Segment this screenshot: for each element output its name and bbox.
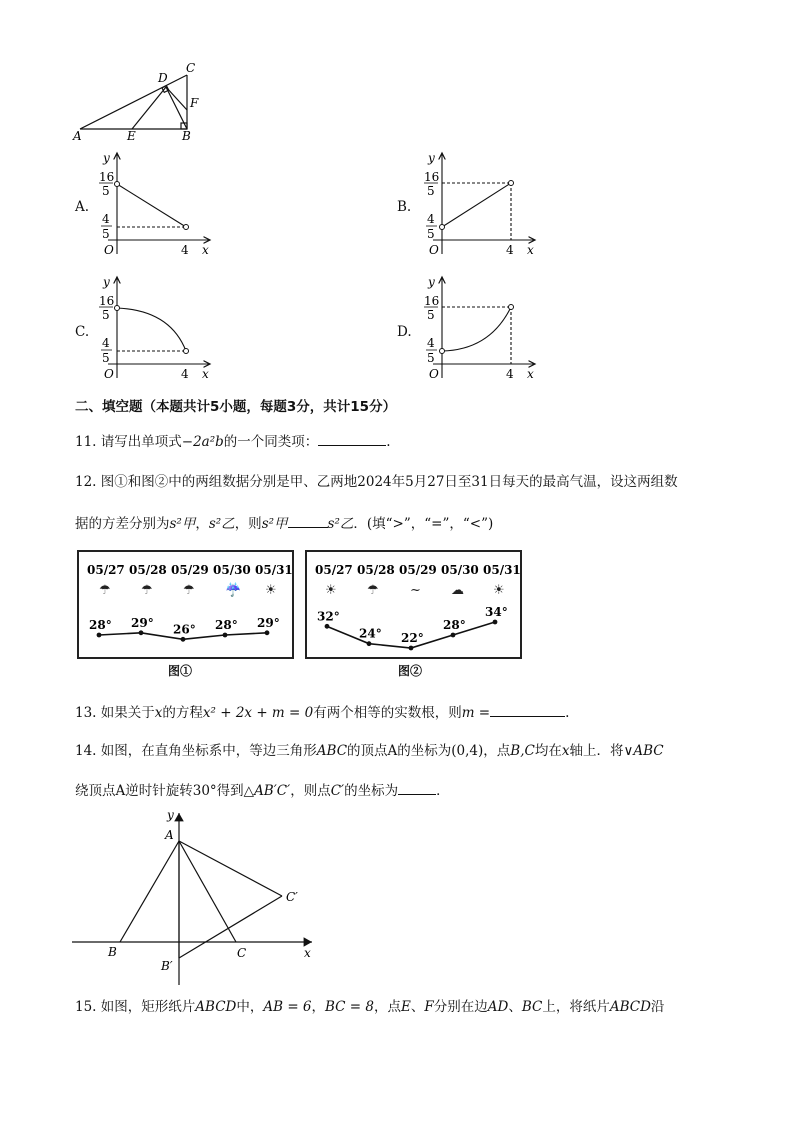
q14-end: ． <box>436 783 450 799</box>
origin-label: O <box>104 243 114 257</box>
temperature-point <box>493 620 498 625</box>
q12-line2-c: ．(填“>”，“=”，“<”) <box>353 516 494 532</box>
temperature-point <box>139 630 144 635</box>
temperature-point <box>223 633 228 638</box>
q14-abc: ABC <box>316 743 348 759</box>
q14-l1b: 的顶点A的坐标为 <box>347 743 452 759</box>
option-a-label: A. <box>75 199 90 215</box>
q15-abcd: ABCD <box>195 999 237 1015</box>
point-A-label: A <box>165 828 174 842</box>
chart-2-caption: 图② <box>398 664 423 678</box>
date-label: 05/31 <box>483 563 520 577</box>
x-tick-4: 4 <box>181 243 189 257</box>
date-label: 05/29 <box>399 563 437 577</box>
x-axis-label: x <box>527 367 534 381</box>
y-tick-top-num: 16 <box>99 294 115 308</box>
q11-answer-blank[interactable] <box>318 431 386 446</box>
y-tick-low-den: 5 <box>102 351 110 365</box>
section-heading: 二、填空题（本题共计5小题，每题3分，共计15分） <box>75 399 397 415</box>
q12-line2-b: ，则 <box>234 516 262 532</box>
weather-chart-1-svg <box>79 552 292 657</box>
temperature-point <box>367 641 372 646</box>
q14-bc: B,C <box>510 743 535 759</box>
temperature-label: 29° <box>257 615 280 630</box>
question-14-line2 <box>75 780 450 800</box>
temperature-label: 29° <box>131 615 154 630</box>
date-label: 05/28 <box>129 563 167 577</box>
x-tick-4: 4 <box>181 367 189 381</box>
q13-number: 13. <box>75 705 97 721</box>
sun-cloud-icon: ☀ <box>265 583 277 598</box>
y-axis-label: y <box>103 275 110 289</box>
q14-x: x <box>561 743 570 759</box>
q15-sep: ， <box>311 999 326 1015</box>
graph-option-a <box>90 148 220 260</box>
point-Bprime-label: B′ <box>161 959 173 973</box>
date-label: 05/27 <box>87 563 125 577</box>
x-tick-4: 4 <box>506 243 514 257</box>
label-E: E <box>127 129 136 143</box>
q15-abcd2: ABCD <box>609 999 651 1015</box>
q13-answer-blank[interactable] <box>490 702 565 717</box>
q14-answer-blank[interactable] <box>398 780 436 795</box>
x-axis-label: x <box>202 243 209 257</box>
date-label: 05/30 <box>441 563 479 577</box>
q15-g: 分别在边 <box>433 999 488 1015</box>
q15-f: F <box>424 999 434 1015</box>
temperature-label: 32° <box>317 609 340 624</box>
y-tick-low-num: 4 <box>102 212 110 226</box>
y-tick-top-den: 5 <box>427 184 435 198</box>
temperature-point <box>97 633 102 638</box>
temperature-label: 28° <box>443 618 466 632</box>
y-axis-label: y <box>103 151 110 165</box>
point-B-label: B <box>108 945 117 959</box>
origin-label: O <box>429 243 439 257</box>
origin-label: O <box>429 367 439 381</box>
q15-b: 中， <box>236 999 264 1015</box>
y-tick-top-den: 5 <box>102 184 110 198</box>
cloud-icon: ☁ <box>451 583 464 598</box>
label-C: C <box>186 61 196 75</box>
q15-d: 、 <box>410 999 425 1015</box>
q12-line2-a: 据的方差分别为 <box>75 516 170 532</box>
x-tick-4: 4 <box>506 367 514 381</box>
q13-c: 有两个相等的实数根，则 <box>313 705 462 721</box>
q15-ad: AD <box>487 999 509 1015</box>
sun-cloud-icon: ☀ <box>493 583 505 598</box>
q12-number: 12. <box>75 474 97 490</box>
q13-x: x <box>154 705 163 721</box>
y-axis-label: y <box>428 275 435 289</box>
q15-c: ，点 <box>374 999 401 1015</box>
q14-l1a: 如图，在直角坐标系中，等边三角形 <box>100 743 317 759</box>
temperature-label: 22° <box>401 631 424 645</box>
temperature-label: 24° <box>359 626 382 641</box>
q15-h: 、 <box>508 999 522 1015</box>
y-axis-label: y <box>167 808 174 822</box>
option-c-label: C. <box>75 324 90 340</box>
question-11 <box>75 431 391 451</box>
wind-icon: ~ <box>410 583 421 598</box>
q15-number: 15. <box>75 999 97 1015</box>
q14-l2b: ，则点 <box>290 783 331 799</box>
q13-equation: x² + 2x + m = 0 <box>202 705 314 721</box>
q15-bc: BC = 8 <box>325 999 374 1015</box>
question-12-line1 <box>75 473 678 491</box>
q14-number: 14. <box>75 743 97 759</box>
y-tick-top-den: 5 <box>102 308 110 322</box>
q14-l1c: ，点 <box>483 743 511 759</box>
q14-abc2: ABC <box>633 743 664 759</box>
q13-b: 的方程 <box>162 705 203 721</box>
label-F: F <box>190 96 199 110</box>
y-tick-low-num: 4 <box>427 212 435 226</box>
y-tick-top-num: 16 <box>99 170 115 184</box>
q14-l1d: 均在 <box>534 743 562 759</box>
y-tick-low-num: 4 <box>427 336 435 350</box>
y-tick-top-num: 16 <box>424 294 440 308</box>
rain-icon: ☂ <box>367 583 379 598</box>
rain-icon: ☂ <box>141 583 153 598</box>
s-jia-symbol-2: s²甲 <box>261 516 288 532</box>
rain-icon: ☂ <box>183 583 195 598</box>
point-C-label: C <box>237 946 247 960</box>
y-tick-top-den: 5 <box>427 308 435 322</box>
temperature-point <box>181 637 186 642</box>
q15-bcl: BC <box>521 999 543 1015</box>
weather-chart-2 <box>305 550 522 659</box>
question-13 <box>75 702 569 722</box>
y-tick-low-den: 5 <box>427 227 435 241</box>
question-15 <box>75 998 664 1016</box>
q15-a: 如图，矩形纸片 <box>100 999 196 1015</box>
y-tick-low-num: 4 <box>102 336 110 350</box>
weather-chart-2-svg <box>307 552 520 657</box>
y-tick-top-num: 16 <box>424 170 440 184</box>
graph-option-b <box>415 148 545 260</box>
q14-cprime: C′ <box>330 783 345 799</box>
rain-icon: ☂ <box>99 583 111 598</box>
sun-cloud-icon: ☀ <box>325 583 337 598</box>
s-yi-symbol-2: s²乙 <box>327 516 354 532</box>
label-A: A <box>73 129 82 143</box>
q13-end: . <box>565 705 570 721</box>
q14-abc3: AB′C′ <box>254 783 291 799</box>
q15-j: 沿 <box>650 999 665 1015</box>
q11-text: 请写出单项式 <box>100 434 182 450</box>
x-axis-label: x <box>202 367 209 381</box>
q11-number: 11. <box>75 434 97 450</box>
drizzle-icon: ☔ <box>225 583 242 598</box>
q11-expr: −2a²b <box>181 434 224 450</box>
q14-l2c: 的坐标为 <box>344 783 399 799</box>
q15-i: 上，将纸片 <box>542 999 610 1015</box>
x-axis-label: x <box>527 243 534 257</box>
temperature-point <box>265 630 270 635</box>
weather-chart-1 <box>77 550 294 659</box>
q14-coord: (0,4) <box>451 743 484 759</box>
origin-label: O <box>104 367 114 381</box>
temperature-point <box>451 633 456 638</box>
y-tick-low-den: 5 <box>102 227 110 241</box>
q11-end: . <box>386 434 391 450</box>
temperature-label: 28° <box>89 618 112 632</box>
question-14-line1 <box>75 742 664 760</box>
y-axis-label: y <box>428 151 435 165</box>
temperature-point <box>325 624 330 629</box>
date-label: 05/30 <box>213 563 251 577</box>
triangle-figure <box>70 60 210 145</box>
option-d-label: D. <box>397 324 412 340</box>
graph-option-d <box>415 272 545 384</box>
option-b-label: B. <box>397 199 412 215</box>
question-12-line2: 据的方差分别为s²甲，s²乙，则s²甲 s²乙．(填“>”，“=”，“<”) <box>75 513 493 533</box>
x-axis-label: x <box>304 946 311 960</box>
q13-a: 如果关于 <box>100 705 155 721</box>
temperature-label: 34° <box>485 605 508 619</box>
point-Cprime-label: C′ <box>286 890 298 904</box>
chart-1-caption: 图① <box>168 664 193 678</box>
q14-l1e: 轴上．将∨ <box>569 743 634 759</box>
q11-tail: 的一个同类项： <box>223 434 319 450</box>
date-label: 05/27 <box>315 563 353 577</box>
date-label: 05/28 <box>357 563 395 577</box>
s-yi-symbol: s²乙 <box>208 516 235 532</box>
q14-l2a: 绕顶点A逆时针旋转30°得到△ <box>75 783 255 799</box>
q12-answer-blank[interactable] <box>288 513 328 528</box>
q13-m: m = <box>461 705 491 721</box>
graph-option-c <box>90 272 220 384</box>
q12-line1-text: 图①和图②中的两组数据分别是甲、乙两地2024年5月27日至31日每天的最高气温，设这两组数 <box>100 474 678 490</box>
temperature-label: 28° <box>215 618 238 632</box>
q15-ab: AB = 6 <box>263 999 312 1015</box>
y-tick-low-den: 5 <box>427 351 435 365</box>
s-jia-symbol: s²甲 <box>169 516 196 532</box>
date-label: 05/29 <box>171 563 209 577</box>
label-D: D <box>158 71 168 85</box>
rotation-figure <box>70 805 320 990</box>
temperature-label: 26° <box>173 622 196 637</box>
label-B: B <box>182 129 191 143</box>
temperature-point <box>409 646 414 651</box>
q15-e: E <box>401 999 411 1015</box>
date-label: 05/31 <box>255 563 292 577</box>
